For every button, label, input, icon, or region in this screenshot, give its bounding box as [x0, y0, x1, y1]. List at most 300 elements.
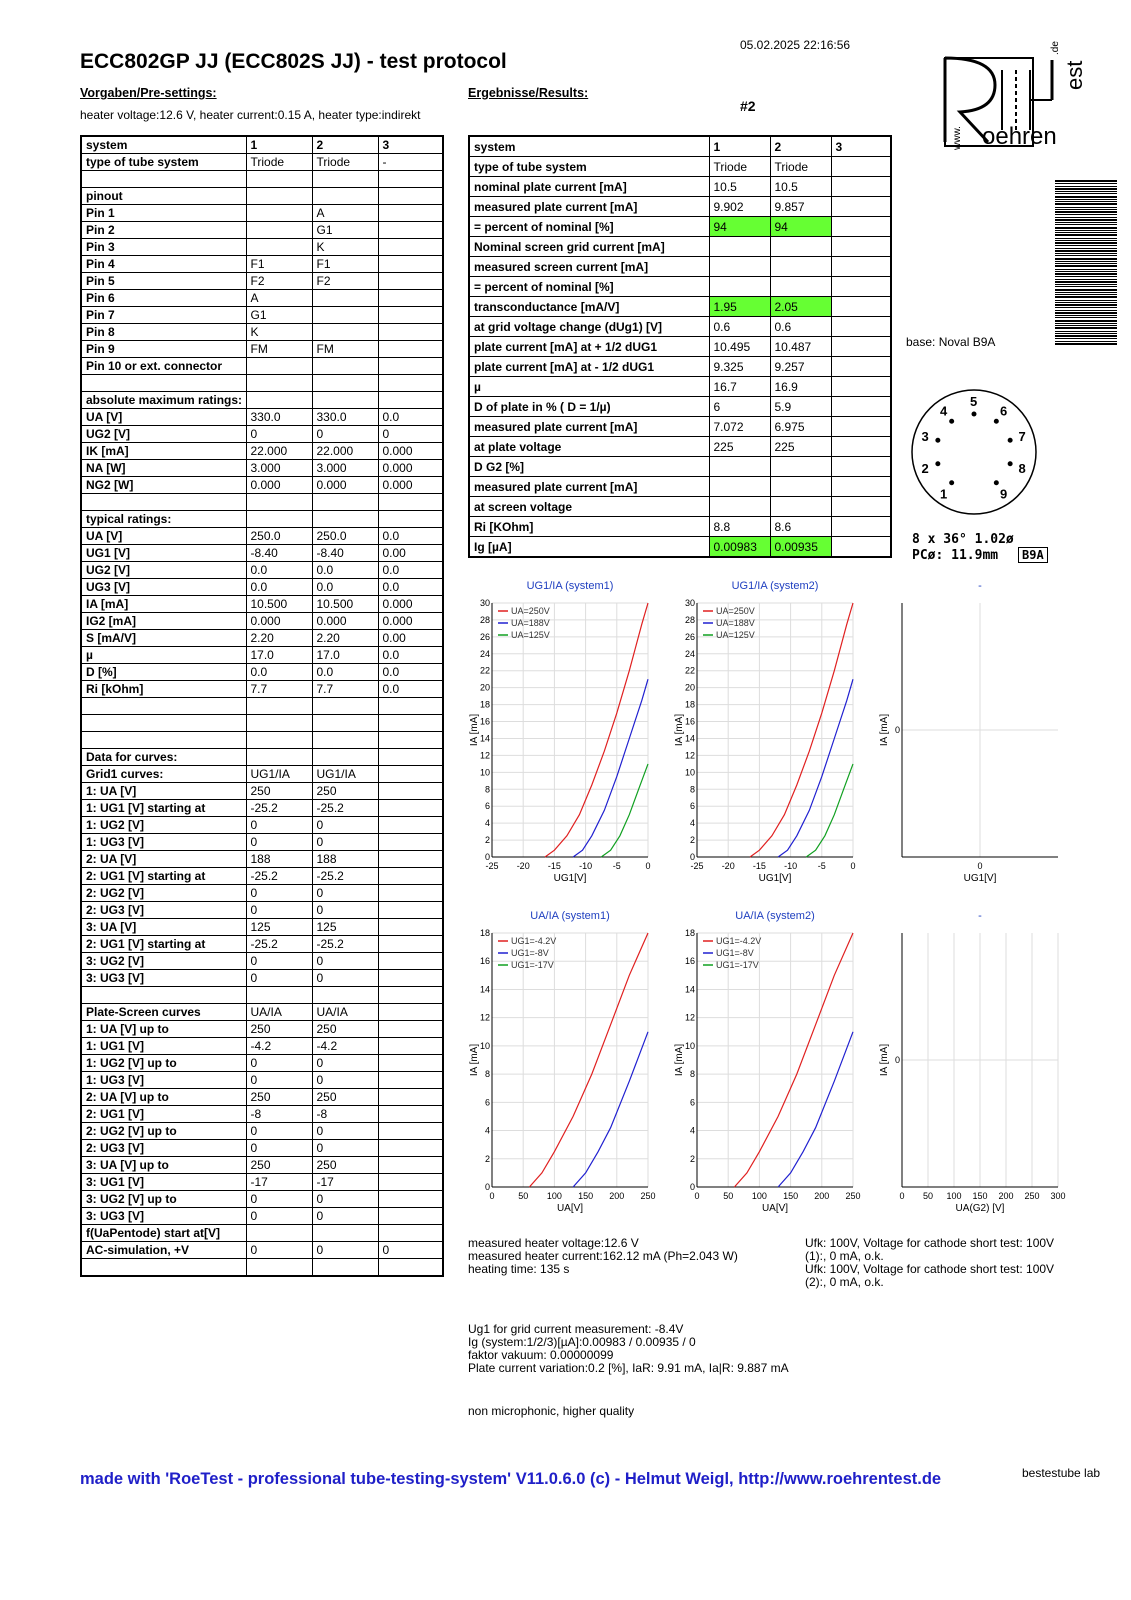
row-label: IA [mA] [81, 596, 246, 613]
barcode-bar [1055, 201, 1117, 202]
cell-value: 0 [246, 1208, 312, 1225]
cell-value [378, 1055, 443, 1072]
row-label: plate current [mA] at - 1/2 dUG1 [469, 357, 709, 377]
barcode-bar [1055, 271, 1117, 272]
cell-value: 1.95 [709, 297, 770, 317]
y-tick-label: 10 [479, 767, 490, 778]
table-row [81, 596, 443, 613]
y-tick-label: 4 [484, 1125, 490, 1136]
cell-value [831, 357, 891, 377]
cell-value [831, 377, 891, 397]
y-tick-label: 0 [484, 852, 490, 862]
row-label: 2: UG2 [V] up to [81, 1123, 246, 1140]
chart-background [878, 575, 1073, 895]
chart-title: UG1/IA (system1) [526, 580, 614, 592]
table-row [81, 290, 443, 307]
row-label: measured plate current [mA] [469, 197, 709, 217]
row-label: Ri [KOhm] [469, 517, 709, 537]
y-tick-label: 2 [689, 1153, 695, 1164]
chart-ug1-ia-system2 [673, 575, 868, 895]
cell-value: 2.05 [770, 297, 831, 317]
barcode-bar [1055, 325, 1117, 326]
x-tick-label: 100 [546, 1191, 562, 1201]
table-row [81, 970, 443, 987]
row-label: Nominal screen grid current [mA] [469, 237, 709, 257]
cell-value: 0.0 [312, 579, 378, 596]
row-label: D of plate in % ( D = 1/µ) [469, 397, 709, 417]
table-row [81, 647, 443, 664]
cell-value: 0 [312, 1191, 378, 1208]
cell-value: 10.495 [709, 337, 770, 357]
cell-value: 3 [378, 136, 443, 154]
x-tick-label: 0 [899, 1191, 905, 1201]
cell-value: 0.000 [378, 460, 443, 477]
cell-value: 0 [246, 902, 312, 919]
cell-value: 17.0 [246, 647, 312, 664]
cell-value: 0.000 [246, 613, 312, 630]
cell-value [378, 732, 443, 749]
cell-value [246, 358, 312, 375]
row-label: UA [V] [81, 409, 246, 426]
row-label: type of tube system [469, 157, 709, 177]
cell-value: G1 [312, 222, 378, 239]
page-title: ECC802GP JJ (ECC802S JJ) - test protocol [80, 50, 507, 73]
row-label: IG2 [mA] [81, 613, 246, 630]
chart-background [673, 575, 868, 895]
row-label: Pin 2 [81, 222, 246, 239]
y-tick-label: 14 [479, 733, 490, 744]
cell-value: 0 [312, 885, 378, 902]
table-row [81, 715, 443, 732]
cell-value [378, 834, 443, 851]
barcode-bar [1055, 240, 1117, 241]
row-label: transconductance [mA/V] [469, 297, 709, 317]
y-tick-label: 10 [479, 1040, 490, 1051]
table-row [81, 1174, 443, 1191]
row-label: = percent of nominal [%] [469, 277, 709, 297]
cell-value: 0.00983 [709, 537, 770, 558]
grid-info-line: Ig (system:1/2/3)[µA]:0.00983 / 0.00935 / 0 [468, 1335, 696, 1349]
row-label: NG2 [W] [81, 477, 246, 494]
x-tick-label: 250 [845, 1191, 861, 1201]
table-row [81, 919, 443, 936]
table-row [81, 1055, 443, 1072]
cell-value: 0.000 [312, 613, 378, 630]
row-label: at screen voltage [469, 497, 709, 517]
row-label [81, 375, 246, 392]
table-row [81, 222, 443, 239]
sample-number: #2 [740, 98, 756, 114]
footer-credit: made with 'RoeTest - professional tube-testing-system' V11.0.6.0 (c) - Helmut Weigl, http://www.roehrentest.de [80, 1470, 942, 1488]
row-label: Pin 6 [81, 290, 246, 307]
cell-value: 3.000 [312, 460, 378, 477]
barcode-bar [1055, 335, 1117, 337]
table-row [81, 817, 443, 834]
table-row [81, 256, 443, 273]
cell-value: 8.8 [709, 517, 770, 537]
table-row [469, 417, 891, 437]
cell-value [378, 749, 443, 766]
table-row [81, 358, 443, 375]
cell-value [378, 953, 443, 970]
cell-value: 250 [312, 1157, 378, 1174]
cell-value [378, 1004, 443, 1021]
barcode-bar [1055, 284, 1117, 285]
cell-value: 0 [246, 1140, 312, 1157]
cell-value [709, 457, 770, 477]
barcode-bar [1055, 320, 1117, 322]
cell-value [378, 494, 443, 511]
cell-value: 250 [246, 1021, 312, 1038]
cell-value [378, 1157, 443, 1174]
cell-value [378, 392, 443, 409]
cell-value [831, 477, 891, 497]
barcode-bar [1055, 242, 1117, 244]
y-tick-label: 12 [479, 1012, 490, 1023]
cell-value: 0 [312, 1140, 378, 1157]
table-row [81, 936, 443, 953]
table-row [81, 273, 443, 290]
cell-value [378, 290, 443, 307]
barcode-bar [1055, 232, 1117, 233]
row-label [81, 1259, 246, 1277]
y-tick-label: 8 [484, 784, 490, 795]
chart-title: - [978, 910, 982, 922]
cell-value: 1 [246, 136, 312, 154]
cell-value: 10.5 [709, 177, 770, 197]
cell-value: 125 [312, 919, 378, 936]
cell-value: 22.000 [312, 443, 378, 460]
row-label: typical ratings: [81, 511, 246, 528]
cell-value: 1 [709, 136, 770, 157]
cell-value: Triode [312, 154, 378, 171]
legend-label: UG1=-8V [716, 948, 754, 958]
cell-value: 250.0 [246, 528, 312, 545]
table-row [81, 324, 443, 341]
cell-value: 22.000 [246, 443, 312, 460]
cell-value: 9.325 [709, 357, 770, 377]
table-row [81, 154, 443, 171]
cell-value [831, 417, 891, 437]
cell-value [312, 511, 378, 528]
cell-value: 0.00935 [770, 537, 831, 558]
cell-value: 0.0 [378, 579, 443, 596]
cell-value [378, 188, 443, 205]
cell-value: 6 [709, 397, 770, 417]
cell-value: 0.00 [378, 545, 443, 562]
cell-value [312, 698, 378, 715]
cell-value: 330.0 [246, 409, 312, 426]
table-row [469, 497, 891, 517]
table-row [81, 1089, 443, 1106]
row-label [81, 698, 246, 715]
table-row [81, 1106, 443, 1123]
x-tick-label: 50 [723, 1191, 734, 1201]
cell-value: 7.072 [709, 417, 770, 437]
cell-value [831, 157, 891, 177]
barcode-bar [1055, 289, 1117, 291]
table-row [81, 698, 443, 715]
cell-value: -8.40 [246, 545, 312, 562]
cell-value: F1 [312, 256, 378, 273]
y-tick-label: 28 [684, 614, 695, 625]
cell-value: 250 [312, 783, 378, 800]
table-row [469, 317, 891, 337]
x-tick-label: 150 [972, 1191, 988, 1201]
cell-value: Triode [246, 154, 312, 171]
chart-ua-ia-system1 [468, 905, 663, 1225]
cell-value: 0 [246, 1123, 312, 1140]
cell-value: 0.0 [378, 528, 443, 545]
y-tick-label: 26 [684, 631, 695, 642]
y-axis-label: IA [mA] [879, 1043, 890, 1077]
barcode-bar [1055, 227, 1117, 229]
chart-background [468, 575, 663, 895]
table-row [469, 337, 891, 357]
table-row [81, 1004, 443, 1021]
row-label: 1: UG2 [V] [81, 817, 246, 834]
ufk-system2-result: (2):, 0 mA, o.k. [805, 1275, 884, 1289]
table-row [81, 392, 443, 409]
cell-value: -4.2 [312, 1038, 378, 1055]
cell-value [312, 375, 378, 392]
row-label: Pin 1 [81, 205, 246, 222]
y-tick-label: 4 [484, 818, 490, 829]
cell-value: 9.857 [770, 197, 831, 217]
cell-value [312, 494, 378, 511]
cell-value [831, 457, 891, 477]
cell-value: 0.0 [312, 562, 378, 579]
row-label: µ [469, 377, 709, 397]
x-axis-label: UA[V] [556, 1203, 584, 1214]
cell-value [312, 171, 378, 188]
cell-value [831, 297, 891, 317]
barcode-bar [1055, 224, 1117, 225]
cell-value: 8.6 [770, 517, 831, 537]
barcode-bar [1055, 209, 1117, 210]
cell-value [246, 1225, 312, 1242]
cell-value: 7.7 [246, 681, 312, 698]
table-row [81, 766, 443, 783]
y-axis-label: IA [mA] [879, 713, 890, 747]
barcode-bar [1055, 312, 1117, 314]
cell-value: 0 [246, 885, 312, 902]
chart-title: UG1/IA (system2) [731, 580, 819, 592]
barcode-bar [1055, 338, 1117, 339]
measured-heater-voltage: measured heater voltage:12.6 V [468, 1236, 639, 1250]
y-tick-label: 28 [479, 614, 490, 625]
x-tick-label: -15 [547, 861, 561, 871]
cell-value: 10.5 [770, 177, 831, 197]
cell-value: 250 [312, 1089, 378, 1106]
row-label: 3: UG3 [V] [81, 970, 246, 987]
cell-value [378, 1174, 443, 1191]
barcode-bar [1055, 230, 1117, 231]
y-tick-label: 18 [479, 928, 490, 938]
barcode-bar [1055, 217, 1117, 218]
cell-value [312, 392, 378, 409]
cell-value: 0 [312, 834, 378, 851]
x-axis-label: UG1[V] [758, 873, 792, 884]
row-label: NA [W] [81, 460, 246, 477]
table-row [81, 528, 443, 545]
chart-title: - [978, 580, 982, 592]
cell-value [831, 217, 891, 237]
table-row [81, 579, 443, 596]
cell-value: 94 [770, 217, 831, 237]
cell-value [378, 205, 443, 222]
logo-graphic [940, 30, 1087, 150]
barcode-bar [1055, 276, 1117, 277]
cell-value [246, 715, 312, 732]
row-label: 3: UA [V] up to [81, 1157, 246, 1174]
table-row [469, 537, 891, 558]
barcode-bar [1055, 222, 1117, 223]
x-tick-label: -10 [784, 861, 798, 871]
cell-value [246, 698, 312, 715]
row-label [81, 732, 246, 749]
x-tick-label: 0 [977, 861, 983, 871]
x-tick-label: 0 [645, 861, 651, 871]
cell-value: 0 [312, 1072, 378, 1089]
row-label: 3: UG3 [V] [81, 1208, 246, 1225]
cell-value: 9.257 [770, 357, 831, 377]
logo-top-text: .de [1050, 41, 1061, 55]
x-tick-label: -5 [612, 861, 621, 871]
x-axis-label: UG1[V] [963, 873, 997, 884]
pin-dot [1008, 461, 1013, 466]
x-tick-label: 0 [850, 861, 856, 871]
table-row [469, 397, 891, 417]
pin-number: 1 [940, 486, 948, 502]
cell-value [246, 222, 312, 239]
row-label: pinout [81, 188, 246, 205]
cell-value: 0 [246, 1055, 312, 1072]
cathode-short-test [805, 1237, 1054, 1289]
table-row [81, 341, 443, 358]
cell-value: 3 [831, 136, 891, 157]
cell-value [312, 1225, 378, 1242]
barcode-graphic [1055, 180, 1117, 345]
results-table [468, 135, 892, 558]
table-row [469, 157, 891, 177]
cell-value [246, 188, 312, 205]
cell-value: 0 [246, 970, 312, 987]
row-label: 3: UG1 [V] [81, 1174, 246, 1191]
cell-value: UG1/IA [312, 766, 378, 783]
barcode-bar [1055, 304, 1117, 306]
row-label: f(UaPentode) start at[V] [81, 1225, 246, 1242]
barcode-bar [1055, 300, 1117, 301]
row-label: Data for curves: [81, 749, 246, 766]
cell-value [378, 783, 443, 800]
base-badge: B9A [1018, 547, 1048, 563]
x-tick-label: 100 [751, 1191, 767, 1201]
row-label: = percent of nominal [%] [469, 217, 709, 237]
table-row [81, 562, 443, 579]
cell-value [378, 222, 443, 239]
cell-value: 0 [246, 426, 312, 443]
cell-value [378, 1089, 443, 1106]
pin-number: 8 [1018, 460, 1026, 476]
row-label: 2: UG1 [V] starting at [81, 868, 246, 885]
row-label: Pin 4 [81, 256, 246, 273]
legend-label: UA=125V [511, 630, 550, 640]
legend-label: UG1=-8V [511, 948, 549, 958]
row-label: 2: UA [V] up to [81, 1089, 246, 1106]
x-tick-label: -10 [579, 861, 593, 871]
barcode-bar [1055, 255, 1117, 256]
cell-value [378, 885, 443, 902]
table-row [81, 477, 443, 494]
row-label: 3: UA [V] [81, 919, 246, 936]
row-label: µ [81, 647, 246, 664]
row-label: IK [mA] [81, 443, 246, 460]
cell-value [709, 257, 770, 277]
x-tick-label: 50 [518, 1191, 529, 1201]
cell-value: 16.9 [770, 377, 831, 397]
chart-title: UA/IA (system2) [735, 910, 815, 922]
table-row [81, 1157, 443, 1174]
table-row [81, 868, 443, 885]
logo-main-text: oehren [982, 123, 1057, 150]
x-tick-label: 100 [946, 1191, 962, 1201]
row-label: Pin 9 [81, 341, 246, 358]
cell-value: 0 [312, 1123, 378, 1140]
cell-value [378, 1225, 443, 1242]
y-axis-label: IA [mA] [469, 713, 480, 747]
cell-value [831, 317, 891, 337]
y-tick-label: 12 [684, 1012, 695, 1023]
barcode-bar [1055, 248, 1117, 249]
pin-geometry-1: 8 x 36° 1.02ø [912, 532, 1014, 547]
barcode-bar [1055, 238, 1117, 239]
cell-value: 10.487 [770, 337, 831, 357]
barcode-bar [1055, 327, 1117, 329]
barcode-bar [1055, 302, 1117, 303]
cell-value: 0 [312, 970, 378, 987]
cell-value: 0 [312, 1055, 378, 1072]
x-tick-label: 50 [922, 1191, 934, 1201]
cell-value [378, 902, 443, 919]
legend-label: UA=125V [716, 630, 755, 640]
barcode-bar [1055, 273, 1117, 275]
cell-value: F2 [312, 273, 378, 290]
barcode-bar [1055, 341, 1117, 342]
cell-value [246, 375, 312, 392]
cell-value [246, 239, 312, 256]
table-row [81, 188, 443, 205]
row-label: UG2 [V] [81, 426, 246, 443]
datetime: 05.02.2025 22:16:56 [740, 38, 851, 52]
table-row [81, 800, 443, 817]
cell-value [378, 256, 443, 273]
row-label: Plate-Screen curves [81, 1004, 246, 1021]
cell-value: 0 [246, 834, 312, 851]
row-label: Ri [kOhm] [81, 681, 246, 698]
cell-value [378, 1140, 443, 1157]
cell-value: 0.6 [709, 317, 770, 337]
table-row [469, 177, 891, 197]
quality-remark: non microphonic, higher quality [468, 1404, 635, 1418]
cell-value [378, 1106, 443, 1123]
row-label: 2: UG3 [V] [81, 902, 246, 919]
cell-value: 0 [312, 1242, 378, 1259]
table-row [469, 277, 891, 297]
cell-value: UA/IA [246, 1004, 312, 1021]
cell-value: -8.40 [312, 545, 378, 562]
barcode-bar [1055, 310, 1117, 311]
